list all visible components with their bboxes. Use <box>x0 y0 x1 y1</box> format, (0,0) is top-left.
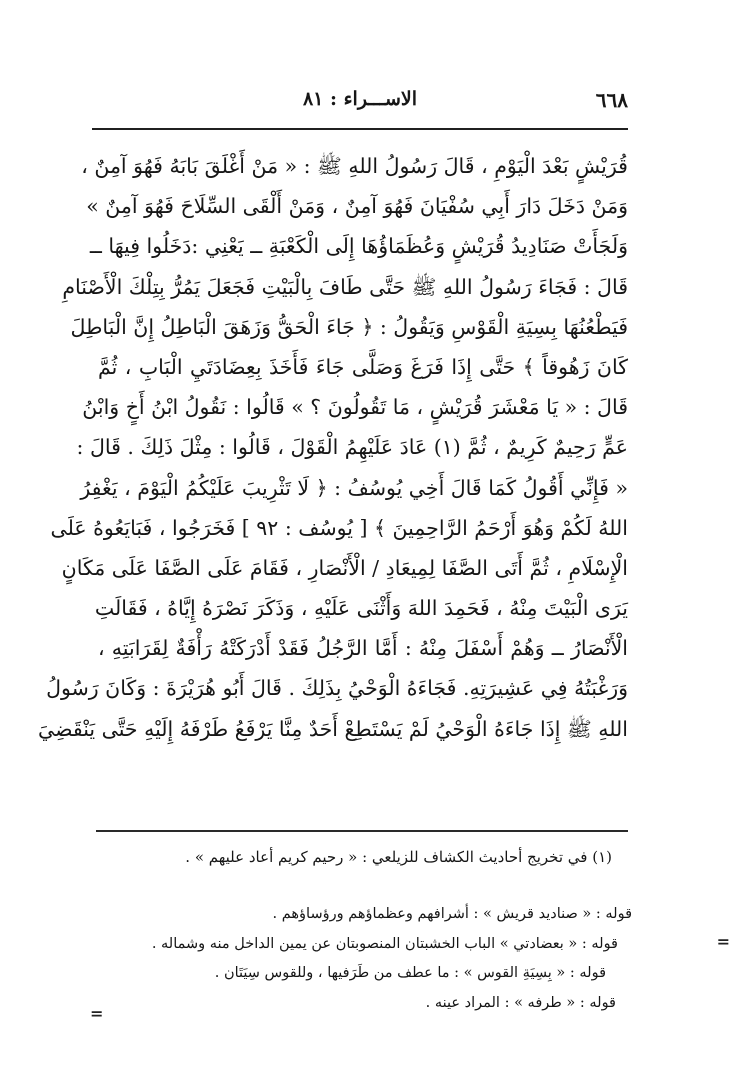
glossary-item: قوله : « صناديد قريش » : أشرافهم وعظماؤهم ورؤساؤهم . <box>272 906 632 922</box>
continuation-mark: = <box>716 932 730 951</box>
main-text <box>38 146 628 749</box>
text-line: « فَإِنِّي أَقُولُ كَمَا قَالَ أَخِي يُوسُفُ : ﴿ لَا تَثْرِيبَ عَلَيْكُمُ الْيَوْمَ ، يَغْفِرُ <box>80 475 628 500</box>
footnote: (١) في تخريج أحاديث الكشاف للزيلعي : « رحيم كريم أعاد عليهم » . <box>185 848 612 866</box>
text-line: قَالَ : « يَا مَعْشَرَ قُرَيْشٍ ، مَا تَقُولُونَ ؟ » قَالُوا : نَقُولُ ابْنُ أَخٍ وَابْنُ <box>82 395 628 420</box>
text-line: الْأَنْصَارُ ــ وَهُمْ أَسْفَلَ مِنْهُ : أَمَّا الرَّجُلُ فَقَدْ أَدْرَكَتْهُ رَأْفَةٌ لِقَرَابَتِهِ ، <box>98 636 628 661</box>
continuation-mark-bottom: = <box>90 1004 104 1023</box>
text-line: قَالَ : فَجَاءَ رَسُولُ اللهِ ﷺ حَتَّى طَافَ بِالْبَيْتِ فَجَعَلَ يَمُرُّ بِتِلْكَ الْأَصْنَامِ <box>62 274 628 299</box>
text-line: اللهُ لَكُمْ وَهُوَ أَرْحَمُ الرَّاحِمِينَ ﴾ [ يُوسُف : ٩٢ ] فَخَرَجُوا ، فَبَايَعُوهُ عَلَى <box>50 515 628 540</box>
text-line: كَانَ زَهُوقاً ﴾ حَتَّى إِذَا فَرَغَ وَصَلَّى جَاءَ فَأَخَذَ بِعِضَادَتَيِ الْبَابِ ، ثُمَّ <box>98 354 628 379</box>
text-line: فَيَطْعُنُهَا بِسِيَةِ الْقَوْسِ وَيَقُولُ : ﴿ جَاءَ الْحَقُّ وَزَهَقَ الْبَاطِلُ إِنَّ الْبَاطِلَ <box>70 314 628 339</box>
text-line: وَمَنْ دَخَلَ دَارَ أَبِي سُفْيَانَ فَهُوَ آمِنٌ ، وَمَنْ أَلْقَى السِّلَاحَ فَهُوَ آمِنٌ » <box>86 194 628 219</box>
text-line: وَلَجَأَتْ صَنَادِيدُ قُرَيْشٍ وَعُظَمَاؤُهَا إِلَى الْكَعْبَةِ ــ يَعْنِي :دَخَلُوا فِيهَا ــ <box>89 234 628 259</box>
running-title: الاســـراء : ٨١ <box>302 88 418 110</box>
header-rule <box>92 128 628 130</box>
text-line: اللهِ ﷺ إِذَا جَاءَهُ الْوَحْيُ لَمْ يَسْتَطِعْ أَحَدٌ مِنَّا يَرْفَعُ طَرْفَهُ إِلَيْهِ حَتَّى يَنْقَضِيَ <box>38 716 628 741</box>
page-header <box>92 88 628 122</box>
text-line: وَرَغْبَتُهُ فِي عَشِيرَتِهِ. فَجَاءَهُ الْوَحْيُ بِذَلِكَ . قَالَ أَبُو هُرَيْرَةَ : وَكَانَ رَسُولُ <box>46 676 628 701</box>
text-line: يَرَى الْبَيْتَ مِنْهُ ، فَحَمِدَ اللهَ وَأَثْنَى عَلَيْهِ ، وَذَكَرَ نَصْرَهُ إِيَّاهُ ، فَقَالَتِ <box>94 596 628 621</box>
page-number: ٦٦٨ <box>595 88 628 112</box>
glossary-item: قوله : « طرفه » : المراد عينه . <box>425 994 616 1011</box>
text-line: قُرَيْشٍ بَعْدَ الْيَوْمِ ، قَالَ رَسُولُ اللهِ ﷺ : « مَنْ أَغْلَقَ بَابَهُ فَهُوَ آمِنٌ ، <box>81 154 628 178</box>
text-line: عَمٍّ رَحِيمٌ كَرِيمٌ ، ثُمَّ (١) عَادَ عَلَيْهِمُ الْقَوْلَ ، قَالُوا : مِثْلَ ذَلِكَ . قَالَ : <box>76 435 628 460</box>
text-line: الْإِسْلَامِ ، ثُمَّ أَتَى الصَّفَا لِمِيعَادِ / الْأَنْصَارِ ، فَقَامَ عَلَى الصَّفَا عَلَى مَكَانٍ <box>61 555 628 580</box>
glossary-item: قوله : « بعضادتي » الباب الخشبتان المنصوبتان عن يمين الداخل منه وشماله . <box>151 935 618 952</box>
glossary-notes <box>92 900 632 1018</box>
footnote-rule <box>96 830 628 832</box>
glossary-item: قوله : « بِسِيَةِ القوس » : ما عطف من طَرَفيها ، وللقوس سِيَتَان . <box>214 965 606 982</box>
